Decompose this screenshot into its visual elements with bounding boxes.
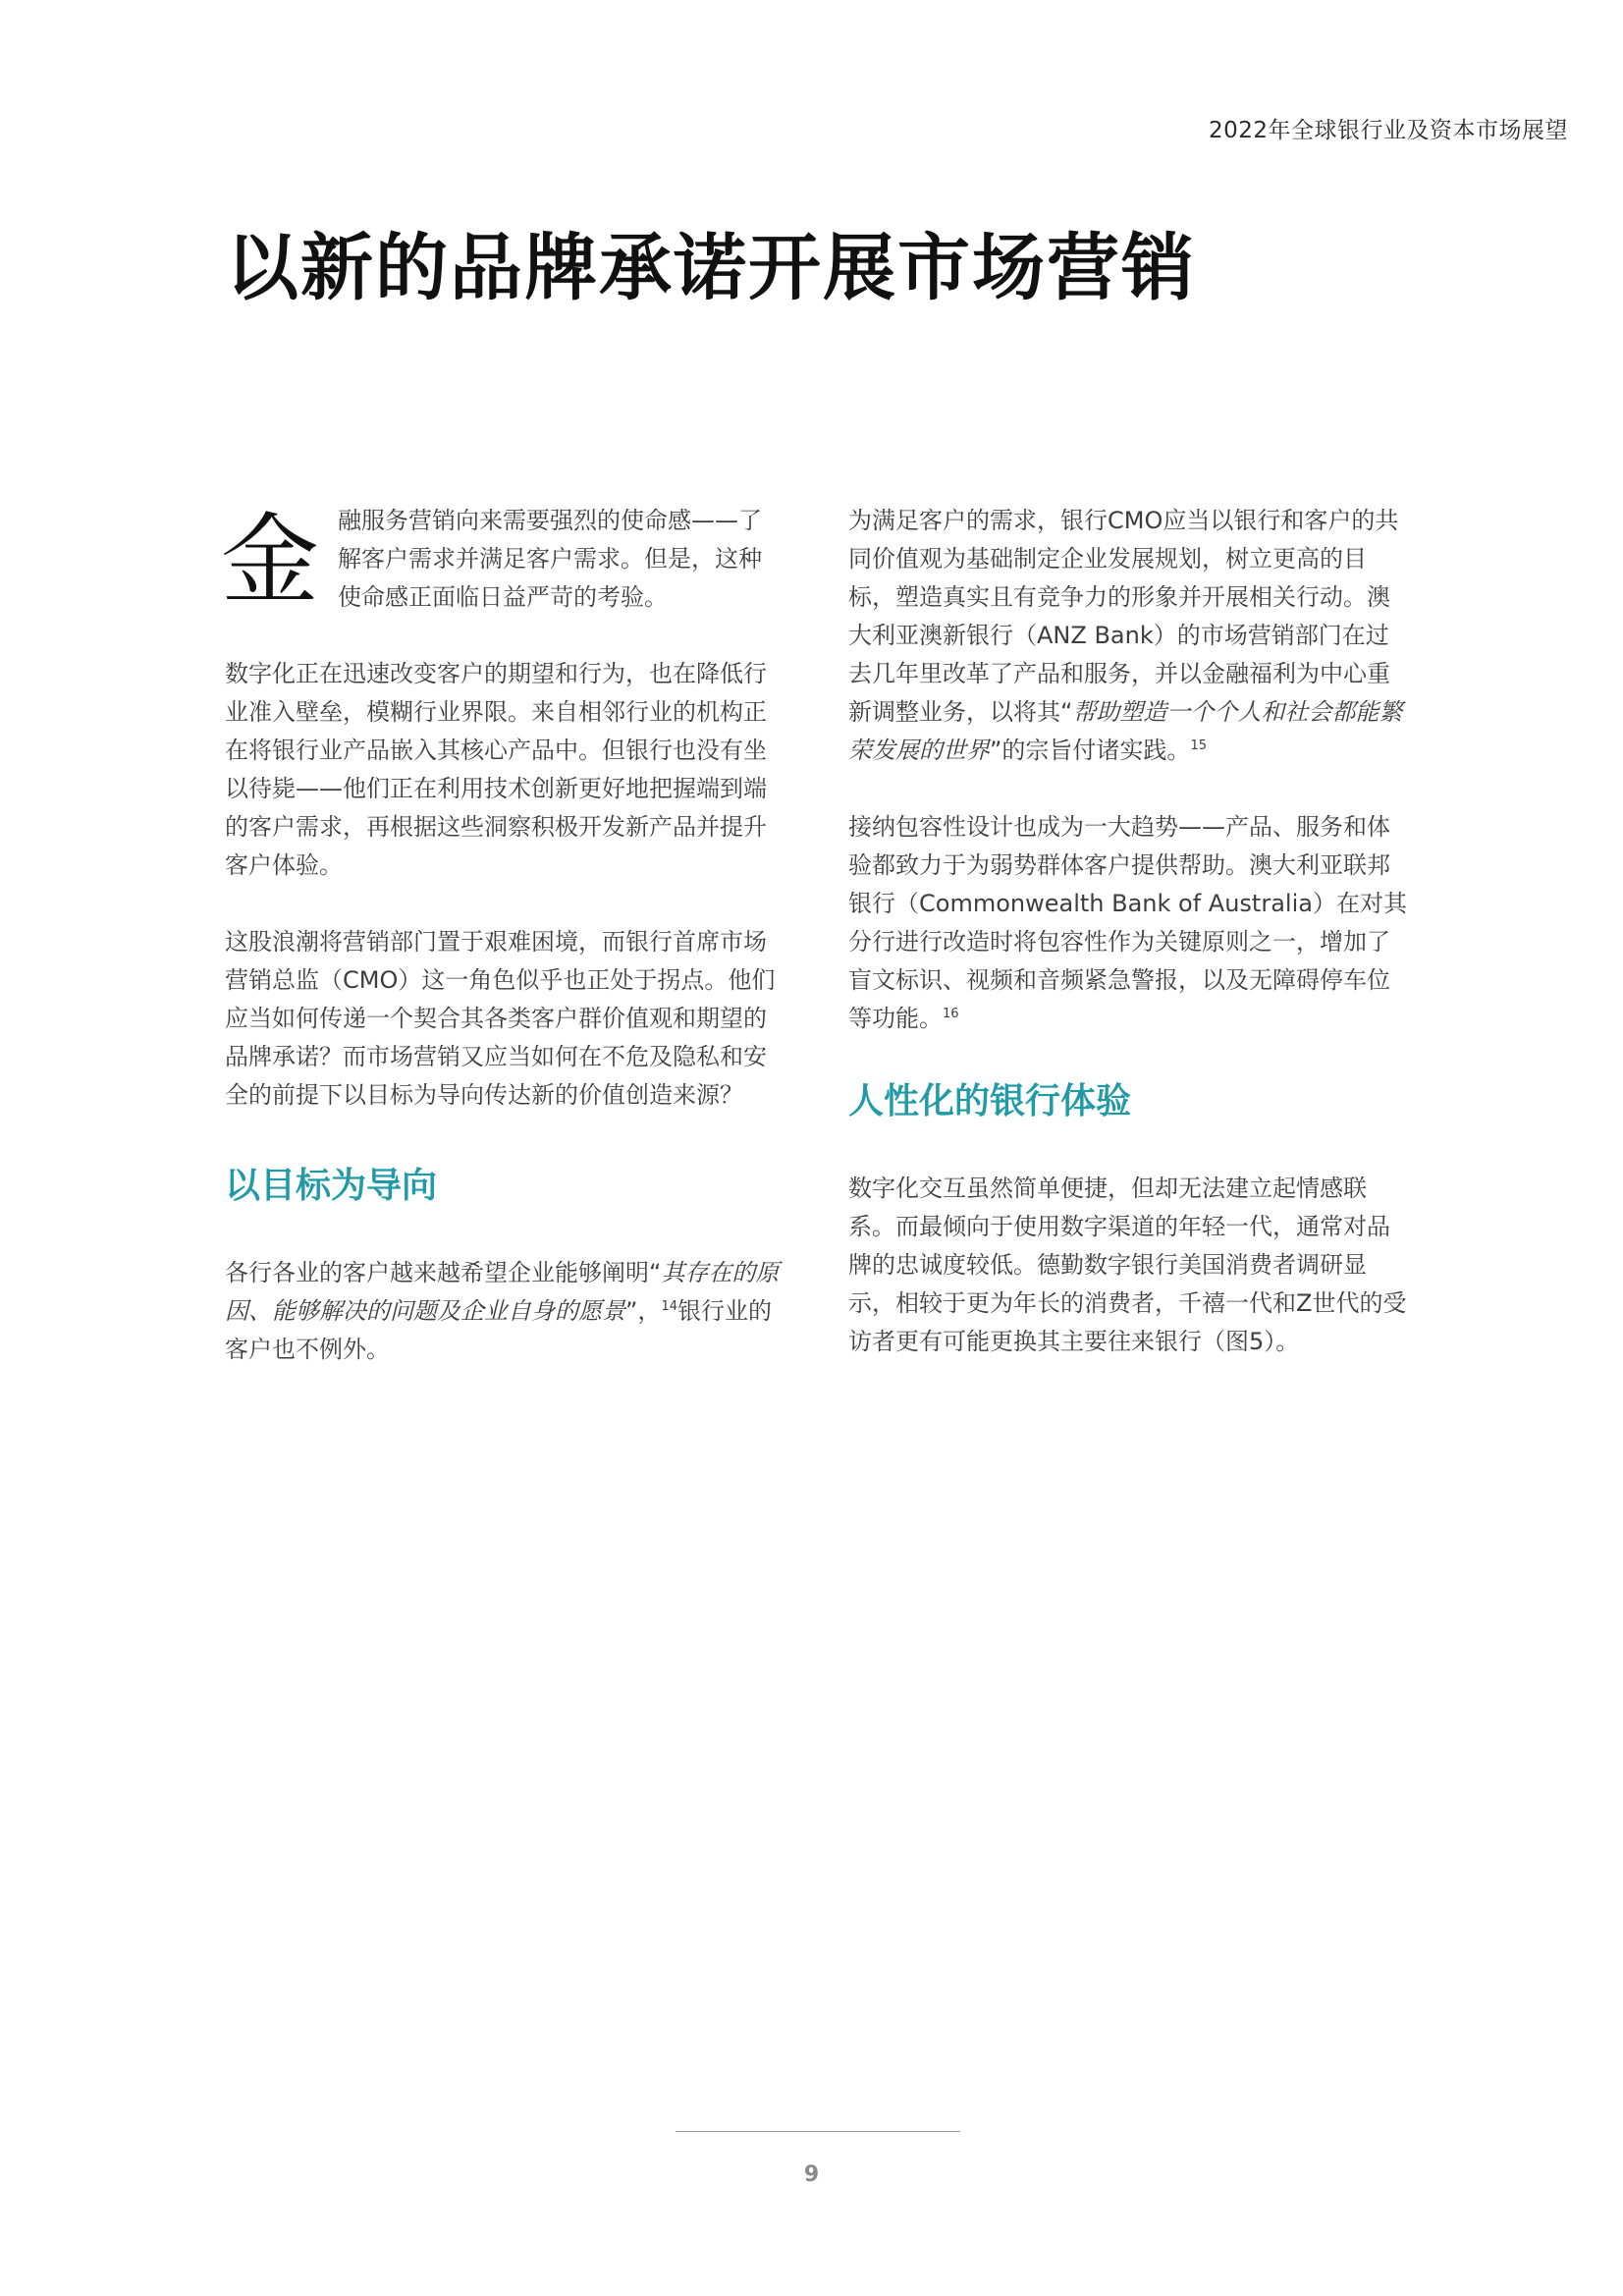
footnote-ref: 15 — [1190, 738, 1207, 753]
running-header: 2022年全球银行业及资本市场展望 — [1208, 118, 1568, 143]
drop-cap: 金 — [221, 503, 319, 618]
body-paragraph — [225, 1254, 786, 1369]
body-paragraph: 数字化正在迅速改变客户的期望和行为，也在降低行业准入壁垒，模糊行业界限。来自相邻行业的机构正在将银行业产品嵌入其核心产品中。但银行也没有坐以待毙——他们正在利用技术创新更好地把握端到端的客户需求，再根据这些洞察积极开发新产品并提升客户体验。 — [225, 660, 767, 879]
intro-paragraph — [221, 502, 786, 618]
page-title: 以新的品牌承诺开展市场营销 — [226, 226, 1196, 310]
intro-line: 解客户需求并满足客户需求。但是，这种 — [338, 545, 762, 573]
text-run: 各行各业的客户越来越希望企业能够阐明“ — [225, 1259, 662, 1286]
body-paragraph: 这股浪潮将营销部门置于艰难困境，而银行首席市场营销总监（CMO）这一角色似乎也正处于拐点。他们应当如何传递一个契合其各类客户群价值观和期望的品牌承诺？而市场营销又应当如何在不危及隐私和安全的前提下以目标为导向传达新的价值创造来源？ — [225, 928, 776, 1109]
body-paragraph: 数字化交互虽然简单便捷，但却无法建立起情感联系。而最倾向于使用数字渠道的年轻一代，通常对品牌的忠诚度较低。德勤数字银行美国消费者调研显示，相较于更为年长的消费者，千禧一代和Z世代的受访者更有可能更换其主要往来银行（图5）。 — [848, 1175, 1407, 1355]
text-run: 接纳包容性设计也成为一大趋势——产品、服务和体验都致力于为弱势群体客户提供帮助。澳大利亚联邦银行（Commonwealth Bank of Australia）在对其分行进行改造时将包容性作为关键原则之一，增加了盲文标识、视频和音频紧急警报，以及无障碍停车位等功能。 — [848, 813, 1407, 1032]
text-run: ”的宗旨付诸实践。 — [990, 737, 1191, 764]
page-number: 9 — [803, 2162, 820, 2187]
intro-line: 融服务营销向来需要强烈的使命感——了 — [338, 507, 762, 534]
body-paragraph — [848, 502, 1410, 770]
quote-emphasis: 帮助塑造一个个人和社会都能繁荣发展的世界 — [848, 698, 1403, 764]
intro-line: 使命感正面临日益严苛的考验。 — [338, 583, 668, 611]
text-run: 为满足客户的需求，银行CMO应当以银行和客户的共同价值观为基础制定企业发展规划，树立更高的目标，塑造真实且有竞争力的形象并开展相关行动。澳大利亚澳新银行（ANZ Bank）的市场营销部门在过去几年里改革了产品和服务，并以金融福利为中心重新调整业务，以将其“ — [848, 507, 1399, 726]
section-heading-purpose: 以目标为导向 — [225, 1166, 438, 1206]
footnote-ref: 16 — [943, 1007, 959, 1021]
right-column — [848, 502, 1410, 1399]
body-paragraph — [848, 808, 1410, 1038]
footnote-ref: 14 — [661, 1299, 677, 1314]
left-column — [221, 502, 786, 1407]
text-run: ”， — [625, 1297, 662, 1325]
quote-emphasis: 其存在的原因、能够解决的问题及企业自身的愿景 — [225, 1259, 780, 1325]
footer-divider — [676, 2131, 960, 2132]
section-heading-human-banking: 人性化的银行体验 — [848, 1081, 1132, 1121]
text-run: 银行业的客户也不例外。 — [225, 1297, 772, 1363]
